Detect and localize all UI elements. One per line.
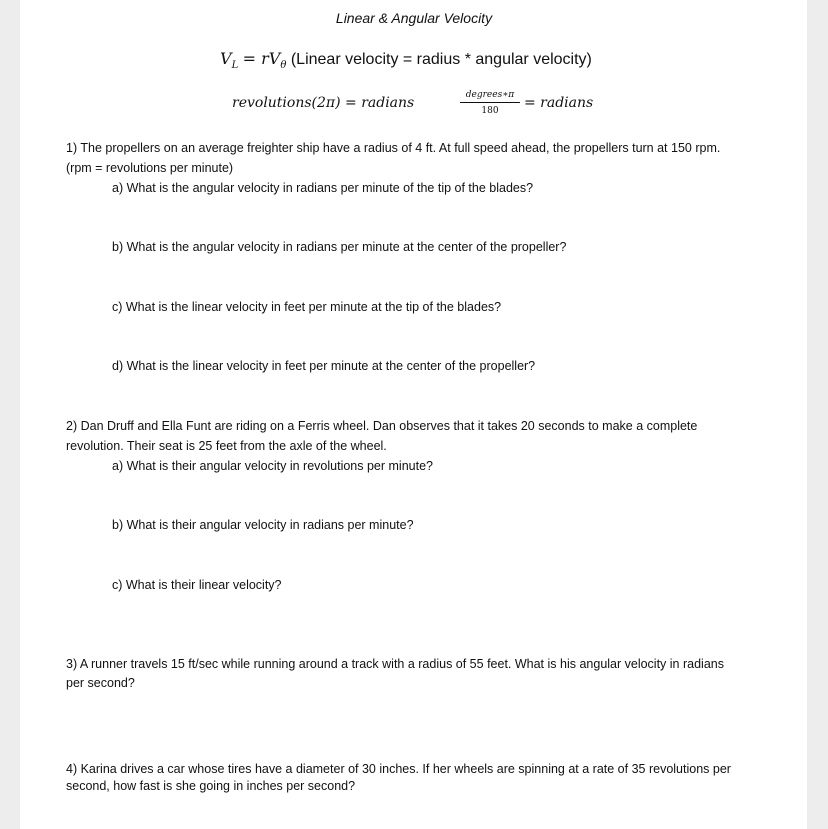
- problem-2-part-a: a) What is their angular velocity in revolutions per minute?: [112, 459, 433, 473]
- revolutions-conversion: revolutions(2π) = radians: [232, 95, 415, 111]
- problem-1-part-b: b) What is the angular velocity in radians per minute at the center of the propeller?: [112, 240, 567, 254]
- problem-3-line-2: per second?: [66, 676, 135, 690]
- formula-lhs: V: [220, 49, 232, 68]
- problem-2-part-c: c) What is their linear velocity?: [112, 578, 282, 592]
- page-title: Linear & Angular Velocity: [335, 10, 493, 26]
- problem-3-line-1: 3) A runner travels 15 ft/sec while running around a track with a radius of 55 feet. What is his angular velocity in radians: [66, 657, 724, 671]
- problem-2-line-2: revolution. Their seat is 25 feet from the axle of the wheel.: [66, 439, 387, 453]
- problem-1-line-1: 1) The propellers on an average freighter ship have a radius of 4 ft. At full speed ahead, the propellers turn at 150 rpm.: [66, 141, 721, 155]
- problem-4-line-1: 4) Karina drives a car whose tires have a diameter of 30 inches. If her wheels are spinning at a rate of 35 revolutions per: [66, 762, 731, 776]
- fraction-numerator: degrees∗π: [460, 90, 520, 103]
- problem-2-part-b: b) What is their angular velocity in radians per minute?: [112, 518, 414, 532]
- degrees-conversion-rhs: = radians: [524, 95, 594, 111]
- degrees-fraction: [460, 90, 520, 116]
- formula-description: (Linear velocity = radius * angular velocity): [290, 51, 592, 68]
- problem-1-part-c: c) What is the linear velocity in feet per minute at the tip of the blades?: [112, 300, 502, 314]
- formula-mid: = rV: [242, 49, 281, 68]
- problem-1-part-d: d) What is the linear velocity in feet per minute at the center of the propeller?: [112, 359, 536, 373]
- problem-4-line-2: second, how fast is she going in inches per second?: [66, 779, 356, 793]
- problem-1-line-2: (rpm = revolutions per minute): [66, 161, 234, 175]
- linear-velocity-formula: [220, 49, 592, 71]
- formula-mid-sub: θ: [280, 60, 287, 72]
- problem-1-part-a: a) What is the angular velocity in radians per minute of the tip of the blades?: [112, 181, 534, 195]
- formula-lhs-sub: L: [231, 60, 239, 72]
- problem-2-line-1: 2) Dan Druff and Ella Funt are riding on a Ferris wheel. Dan observes that it takes 20 seconds to make a complete: [66, 419, 698, 433]
- fraction-denominator: 180: [481, 106, 499, 116]
- worksheet-page: [20, 0, 807, 829]
